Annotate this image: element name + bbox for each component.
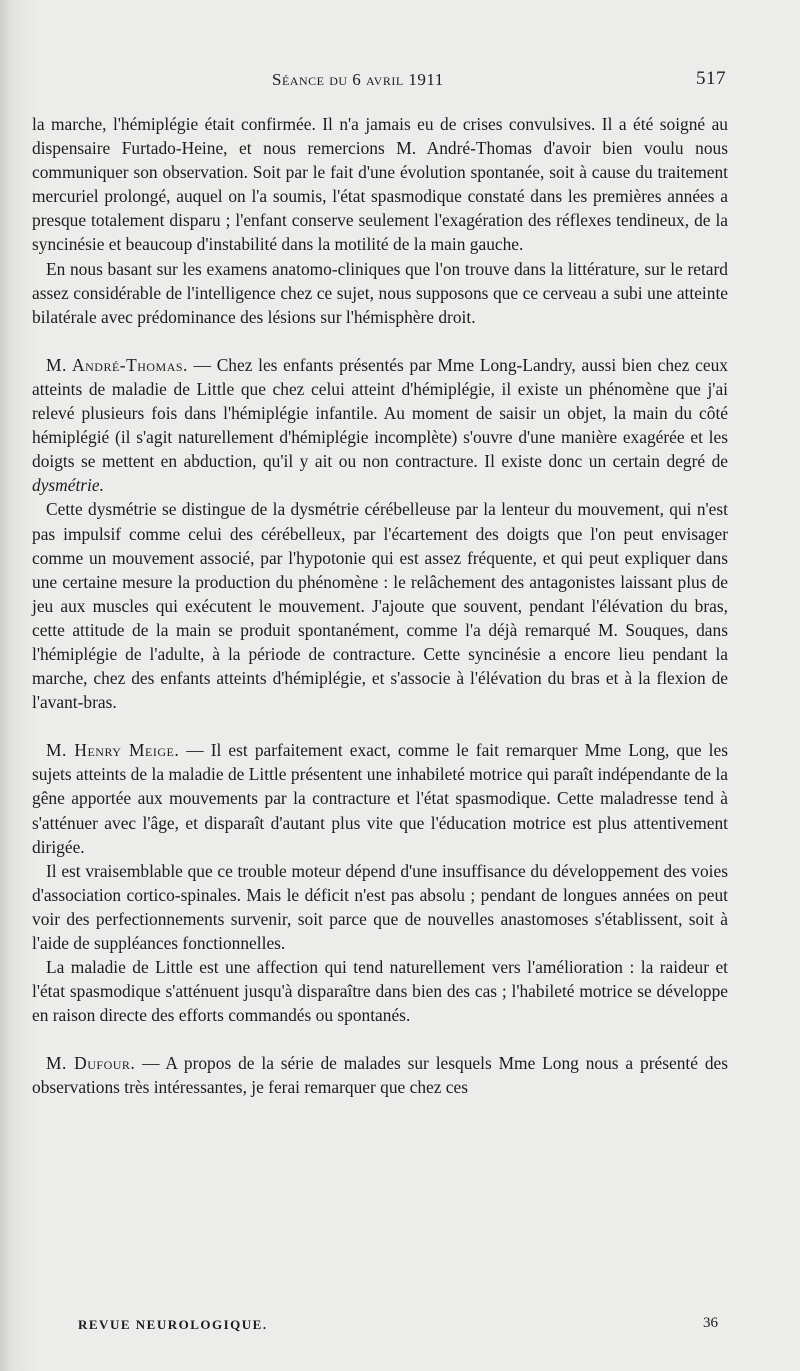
speaker-name: M. André-Thomas. (46, 354, 188, 375)
page-header (32, 68, 732, 96)
paragraph: la marche, l'hémiplégie était confirmée. Il n'a jamais eu de crises convulsives. Il a été soigné au dispensaire Furtado-Heine, et nous remercions M. André-Thomas d'avoir bien voulu nous communiquer son observation. Soit par le fait d'une évolution spontanée, soit à cause du traitement mercuriel prolongé, auquel on l'a soumis, l'état spasmodique constaté dans les premières années a presque totalement disparu ; l'enfant conserve seulement l'exagération des réflexes tendineux, de la syncinésie et beaucoup d'instabilité dans la motilité de la main gauche. (32, 114, 728, 255)
body-text (32, 112, 728, 1100)
speaker-name: M. Henry Meige. (46, 740, 180, 761)
emphasis-term: dysmétrie. (32, 475, 104, 496)
journal-name: REVUE NEUROLOGIQUE. (78, 1317, 268, 1332)
paragraph-text: — Il est parfaitement exact, comme le fait remarquer Mme Long, que les sujets atteints de la maladie de Little présentent une inhabileté motrice qui paraît indépendante de la gêne apportée aux mouvements par la contracture et l'état spasmodique. Cette maladresse tend à s'atténuer avec l'âge, et disparaît d'autant plus vite que l'éducation motrice est plus attentivement dirigée. (32, 740, 728, 857)
paragraph: En nous basant sur les examens anatomo-cliniques que l'on trouve dans la littérature, sur le retard assez considérable de l'intelligence chez ce sujet, nous supposons que ce cerveau a subi une atteinte bilatérale avec prédominance des lésions sur l'hémisphère droit. (32, 258, 728, 327)
intervention-henry-meige (32, 738, 728, 858)
page-number: 517 (696, 68, 726, 89)
intervention-dufour (32, 1051, 728, 1099)
paragraph-text: — A propos de la série de malades sur lesquels Mme Long nous a présenté des observations très intéressantes, je ferai remarquer que chez ces (32, 1053, 728, 1098)
page-footer (78, 1315, 728, 1339)
paragraph: La maladie de Little est une affection qui tend naturellement vers l'amélioration : la raideur et l'état spasmodique s'atténuent jusqu'à disparaître dans bien des cas ; l'habileté motrice se développe en raison directe des efforts commandés ou spontanés. (32, 957, 728, 1026)
paragraph: Cette dysmétrie se distingue de la dysmétrie cérébelleuse par la lenteur du mouvement, qui n'est pas impulsif comme celui des cérébelleux, par l'écartement des doigts que l'on peut envisager comme un mouvement associé, par l'hypotonie qui est assez fréquente, et qui peut expliquer dans une certaine mesure la production du phénomène : le relâchement des antagonistes laissant plus de jeu aux muscles qui exécutent le mouvement. J'ajoute que souvent, pendant l'élévation du bras, cette attitude de la main se produit spontanément, comme l'a déjà remarqué M. Souques, dans l'hémiplégie de l'adulte, à la période de contracture. Cette syncinésie a encore lieu pendant la marche, chez des enfants atteints d'hémiplégie, et s'associe à l'élévation du bras et à la flexion de l'avant-bras. (32, 499, 728, 713)
paragraph-text: — Chez les enfants présentés par Mme Long-Landry, aussi bien chez ceux atteints de maladie de Little que chez celui atteint d'hémiplégie, il existe un phénomène que j'ai relevé plusieurs fois dans l'hémiplégie infantile. Au moment de saisir un objet, la main du côté hémiplégié (il s'agit naturellement d'hémiplégie incomplète) s'ouvre d'une manière exagérée et les doigts se mettent en abduction, qu'il y ait ou non contracture. Il existe donc un certain degré de (32, 354, 728, 472)
signature-mark: 36 (703, 1315, 718, 1331)
speaker-name: M. Dufour. (46, 1053, 136, 1074)
paragraph: Il est vraisemblable que ce trouble moteur dépend d'une insuffisance du développement des voies d'association cortico-spinales. Mais le déficit n'est pas absolu ; pendant de longues années on peut voir des perfectionnements survenir, soit parce que de nouvelles anastomoses s'établissent, soit à l'aide de suppléances fonctionnelles. (32, 860, 728, 953)
running-title: Séance du 6 avril 1911 (272, 70, 444, 89)
intervention-andre-thomas (32, 353, 728, 498)
